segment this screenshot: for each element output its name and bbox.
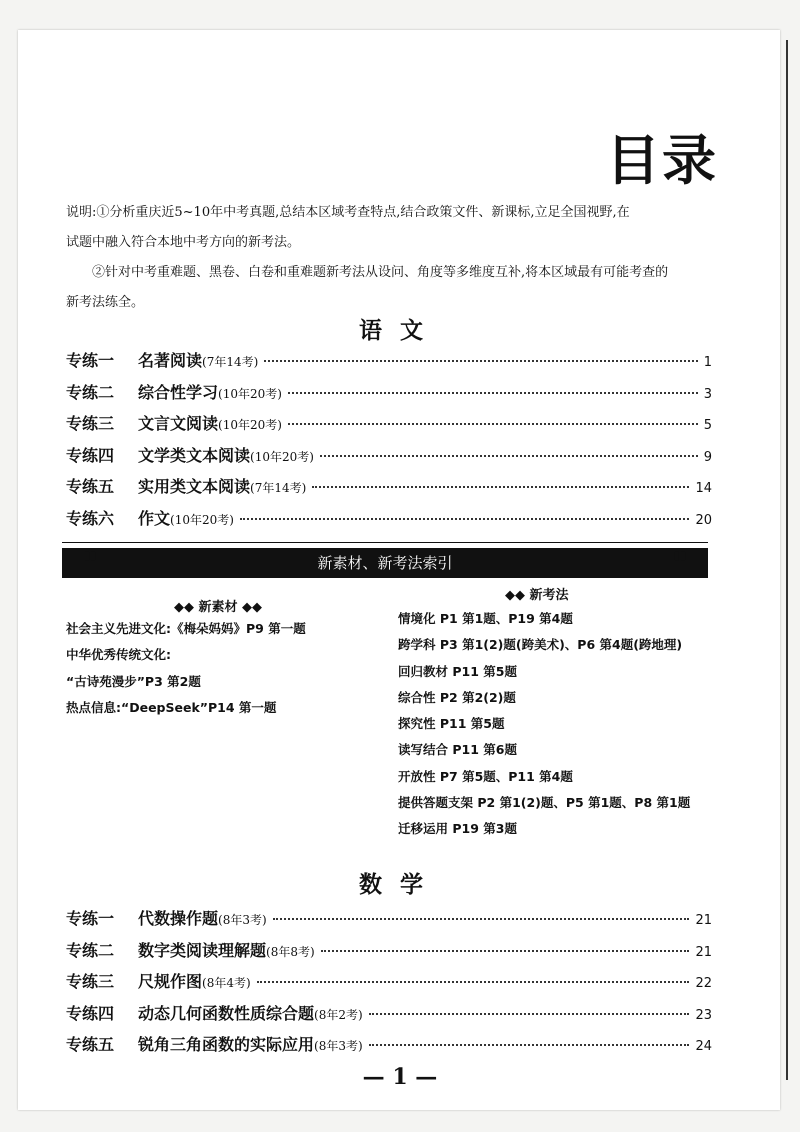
toc-entry-page: 20 (695, 512, 712, 528)
toc-entry-count: (10年20考) (218, 386, 282, 401)
toc-entry-page: 22 (695, 976, 712, 991)
toc-entry-page: 21 (695, 944, 712, 960)
toc-entry-count: (8年8考) (266, 944, 315, 959)
new-method-heading: ◆◆ 新考法 (505, 588, 569, 603)
toc-entry-title: 数字类阅读理解题 (138, 940, 267, 960)
toc-entry-title: 名著阅读 (138, 351, 203, 370)
banner-label: 新素材、新考法索引 (317, 554, 453, 572)
toc-entry-title: 综合性学习 (138, 382, 219, 402)
note-line-4: 新考法练全。 (66, 295, 145, 310)
new-method-item: 读写结合 P11 第6题 (398, 742, 517, 758)
toc-entry (66, 506, 712, 538)
new-method-list (398, 606, 690, 843)
section-heading-chinese: 语文 (359, 317, 441, 344)
toc-entry (66, 474, 712, 506)
toc-entry (66, 906, 712, 938)
note-line-1: 说明:①分析重庆近5~10年中考真题,总结本区域考查特点,结合政策文件、新课标,立足全国视野,在 (66, 205, 630, 220)
page-edge-line (786, 40, 788, 1080)
new-method-item: 综合性 P2 第2(2)题 (398, 689, 516, 705)
new-material-item: 社会主义先进文化:《梅朵妈妈》P9 第一题 (66, 621, 306, 636)
toc-entry-count: (10年20考) (250, 449, 314, 464)
new-method-item: 探究性 P11 第5题 (398, 716, 505, 732)
toc-entry-title: 实用类文本阅读 (138, 477, 251, 496)
toc-leader-dots (264, 360, 697, 362)
toc-leader-dots (288, 392, 698, 394)
new-material-list (66, 616, 306, 722)
new-method-item: 回归教材 P11 第5题 (398, 663, 517, 679)
toc-entry-code: 专练五 (66, 1035, 115, 1054)
toc-entry (66, 969, 712, 1001)
toc-entry-code: 专练六 (66, 508, 115, 528)
toc-entry (66, 1032, 712, 1064)
note-line-2: 试题中融入符合本地中考方向的新考法。 (66, 235, 301, 250)
toc-entry (66, 411, 712, 443)
toc-entry (66, 938, 712, 970)
toc-leader-dots (257, 981, 690, 983)
toc-entry-page: 3 (703, 386, 712, 402)
new-method-item: 迁移运用 P19 第3题 (398, 821, 517, 837)
toc-entry-title: 锐角三角函数的实际应用 (138, 1035, 315, 1054)
toc-entry-code: 专练四 (66, 445, 115, 465)
toc-entry-page: 5 (703, 418, 712, 433)
toc-leader-dots (288, 423, 698, 425)
toc-entry-page: 1 (703, 355, 712, 370)
toc-entry-code: 专练三 (66, 972, 115, 991)
toc-leader-dots (240, 518, 690, 520)
banner-marker-left: ▮▮ (84, 549, 97, 562)
toc-entry (66, 380, 712, 412)
toc-math (66, 906, 712, 1064)
page-number: — 1 — (362, 1064, 438, 1090)
toc-entry-title: 文言文阅读 (138, 414, 219, 433)
toc-entry-code: 专练一 (66, 351, 115, 370)
toc-entry-title: 文学类文本阅读 (138, 445, 251, 465)
new-method-item: 提供答题支架 P2 第1(2)题、P5 第1题、P8 第1题 (398, 795, 691, 811)
toc-entry-page: 9 (703, 449, 712, 465)
toc-entry (66, 1001, 712, 1033)
toc-leader-dots (273, 918, 690, 920)
toc-entry-page: 23 (695, 1007, 712, 1023)
toc-entry-count: (10年20考) (218, 418, 282, 432)
new-material-item: “古诗苑漫步”P3 第2题 (66, 673, 201, 689)
toc-leader-dots (312, 486, 689, 488)
new-material-item: 热点信息:“DeepSeek”P14 第一题 (66, 700, 277, 716)
toc-entry-code: 专练五 (66, 477, 115, 496)
toc-entry-title: 尺规作图 (138, 972, 203, 991)
index-banner (62, 548, 708, 578)
new-material-heading: ◆◆ 新素材 ◆◆ (174, 600, 263, 615)
toc-entry-code: 专练一 (66, 909, 115, 928)
toc-leader-dots (369, 1044, 690, 1046)
toc-entry-count: (7年14考) (202, 355, 259, 369)
toc-entry-count: (8年4考) (202, 976, 251, 990)
toc-entry-page: 24 (695, 1039, 712, 1054)
toc-entry-title: 动态几何函数性质综合题 (138, 1003, 315, 1023)
toc-entry-count: (7年14考) (250, 481, 307, 495)
toc-entry-count: (8年3考) (218, 913, 267, 927)
note-line-3: ②针对中考重难题、黑卷、白卷和重难题新考法从设问、角度等多维度互补,将本区域最有可能考查的 (92, 265, 669, 280)
new-method-item: 开放性 P7 第5题、P11 第4题 (398, 768, 573, 784)
banner-marker-right: ▮▮ (673, 549, 686, 562)
toc-leader-dots (320, 455, 698, 457)
toc-entry-code: 专练二 (66, 382, 115, 402)
toc-entry-title: 作文 (138, 508, 171, 528)
page-title: 目录 (606, 129, 718, 192)
toc-entry-page: 14 (695, 481, 712, 496)
toc-leader-dots (369, 1013, 690, 1015)
instructions (66, 198, 716, 318)
toc-entry-count: (8年3考) (314, 1039, 363, 1053)
toc-entry-code: 专练二 (66, 940, 115, 960)
toc-entry (66, 348, 712, 380)
new-method-item: 情境化 P1 第1题、P19 第4题 (398, 611, 573, 626)
toc-leader-dots (321, 950, 690, 952)
section-heading-math: 数学 (359, 871, 441, 898)
toc-entry-count: (10年20考) (170, 512, 234, 527)
toc-entry-count: (8年2考) (314, 1007, 363, 1022)
toc-entry-code: 专练三 (66, 414, 115, 433)
toc-entry-title: 代数操作题 (138, 909, 219, 928)
toc-entry (66, 443, 712, 475)
new-material-item: 中华优秀传统文化: (66, 647, 171, 663)
new-method-item: 跨学科 P3 第1(2)题(跨美术)、P6 第4题(跨地理) (398, 637, 683, 653)
toc-entry-code: 专练四 (66, 1003, 115, 1023)
toc-entry-page: 21 (695, 913, 712, 928)
toc-chinese (66, 348, 712, 537)
